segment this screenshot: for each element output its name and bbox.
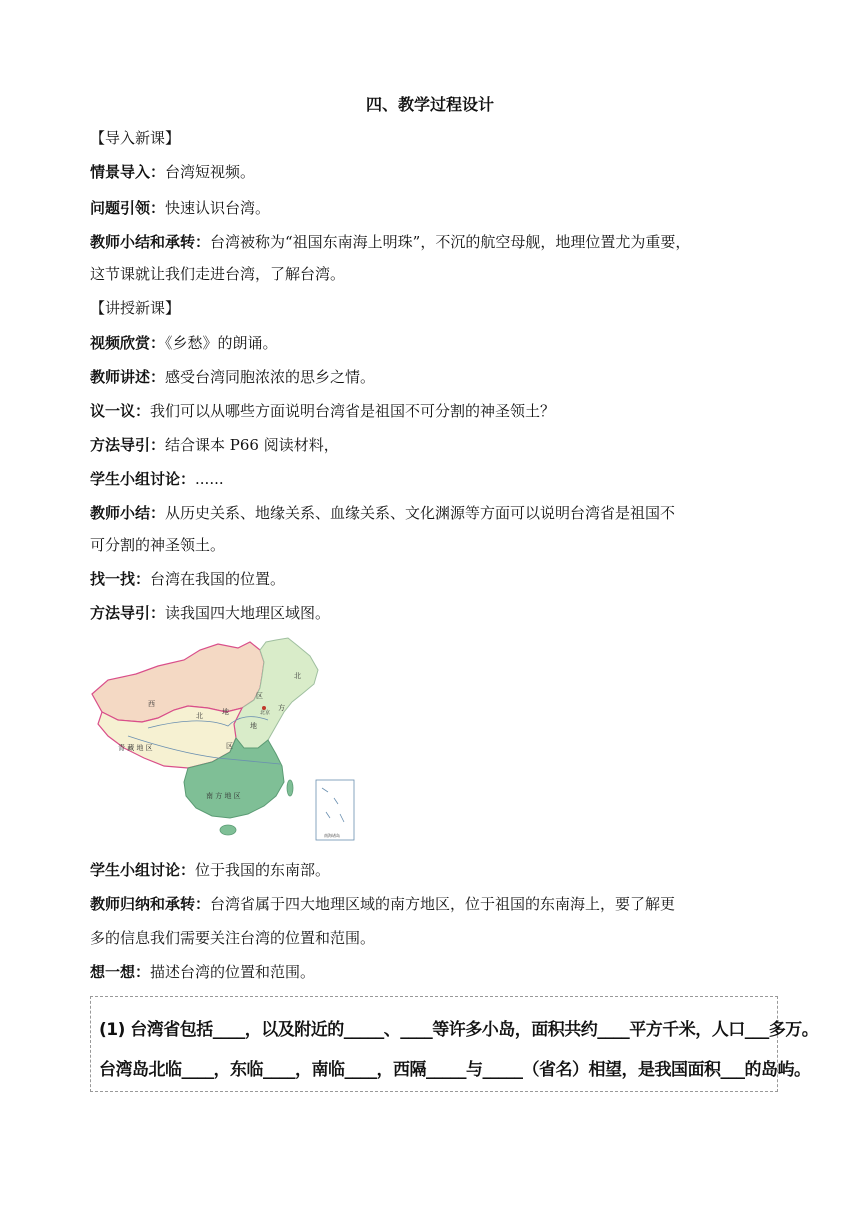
teacher-talk-label: 教师讲述： [90, 368, 166, 386]
group2-label: 学生小组讨论： [90, 861, 196, 879]
map-label-inset: 南海诸岛 [324, 833, 340, 838]
paragraph-question [90, 198, 270, 218]
paragraph-video [90, 333, 278, 353]
group2-text: 位于我国的东南部。 [195, 861, 331, 879]
map-label-northwest-2: 北 [196, 712, 203, 720]
map-label-northwest-3: 地 [222, 708, 229, 716]
paragraph-scene [90, 162, 255, 182]
summary-label: 教师小结和承转： [90, 233, 211, 251]
map-label-south: 南 方 地 区 [206, 792, 241, 800]
section-teach-header: 【讲授新课】 [90, 299, 181, 317]
fill-in-line-1: (1) 台湾省包括____，以及附近的_____、____等许多小岛，面积共约____平方千米，人口___多万。 [99, 1020, 819, 1040]
map-label-northwest-4: 区 [256, 692, 263, 700]
scene-label: 情景导入： [90, 163, 166, 181]
map-label-north-2: 方 [278, 704, 285, 712]
paragraph-find [90, 569, 285, 589]
method1-label: 方法导引： [90, 436, 166, 454]
china-regions-map [88, 636, 360, 844]
question-text: 快速认识台湾。 [165, 199, 271, 217]
group1-text: ...... [195, 470, 224, 488]
video-label: 视频欣赏： [90, 334, 166, 352]
conclude-text-1: 台湾省属于四大地理区域的南方地区，位于祖国的东南海上，要了解更 [210, 895, 676, 913]
page-title: 四、教学过程设计 [365, 95, 494, 114]
map-label-northwest-1: 西 [148, 700, 155, 708]
map-hainan-island [220, 825, 236, 835]
paragraph-summary [90, 232, 690, 252]
summary-text-1: 台湾被称为“祖国东南海上明珠”，不沉的航空母舰，地理位置尤为重要， [210, 233, 691, 251]
think-text: 描述台湾的位置和范围。 [150, 963, 316, 981]
map-taiwan-island [287, 780, 293, 796]
paragraph-method1 [90, 435, 339, 455]
group1-label: 学生小组讨论： [90, 470, 196, 488]
map-label-beijing: 北京 [260, 710, 271, 716]
question-label: 问题引领： [90, 199, 166, 217]
discuss-text: 我们可以从哪些方面说明台湾省是祖国不可分割的神圣领土？ [150, 402, 556, 420]
find-text: 台湾在我国的位置。 [150, 570, 286, 588]
paragraph-group2 [90, 860, 330, 880]
fill-in-exercise-box [90, 996, 819, 1092]
map-inset-frame [316, 780, 354, 840]
paragraph-teacher-sum [90, 503, 675, 523]
conclude-text-2: 多的信息我们需要关注台湾的位置和范围。 [90, 929, 376, 947]
teacher-talk-text: 感受台湾同胞浓浓的思乡之情。 [165, 368, 376, 386]
teacher-sum-text-2: 可分割的神圣领土。 [90, 536, 226, 554]
video-text: 《乡愁》的朗诵。 [165, 334, 278, 352]
think-label: 想一想： [90, 963, 151, 981]
method2-text: 读我国四大地理区域图。 [165, 604, 331, 622]
paragraph-think [90, 962, 315, 982]
find-label: 找一找： [90, 570, 151, 588]
teacher-sum-label: 教师小结： [90, 504, 166, 522]
discuss-label: 议一议： [90, 402, 151, 420]
fill-in-line-2: 台湾岛北临____，东临____，南临____，西隔_____与_____（省名）相望，是我国面积___的岛屿。 [99, 1060, 811, 1080]
method1-text: 结合课本 P66 阅读材料， [165, 436, 339, 454]
teacher-sum-text-1: 从历史关系、地缘关系、血缘关系、文化渊源等方面可以说明台湾省是祖国不 [165, 504, 676, 522]
method2-label: 方法导引： [90, 604, 166, 622]
section-intro-header: 【导入新课】 [90, 129, 181, 147]
paragraph-teacher-talk [90, 367, 375, 387]
map-label-north-4: 区 [226, 742, 233, 750]
map-label-north-3: 地 [250, 722, 257, 730]
paragraph-method2 [90, 603, 330, 623]
paragraph-group1 [90, 469, 224, 489]
map-label-north-1: 北 [294, 672, 301, 680]
scene-text: 台湾短视频。 [165, 163, 256, 181]
map-label-tibet: 青 藏 地 区 [118, 744, 153, 752]
paragraph-discuss [90, 401, 555, 421]
paragraph-conclude [90, 894, 675, 914]
summary-text-2: 这节课就让我们走进台湾，了解台湾。 [90, 265, 346, 283]
conclude-label: 教师归纳和承转： [90, 895, 211, 913]
